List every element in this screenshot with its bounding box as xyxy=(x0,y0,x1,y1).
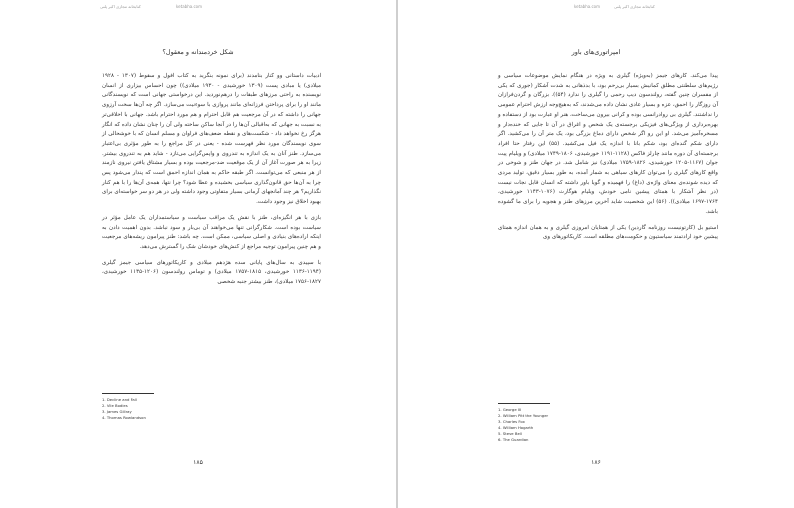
footnote-item: 3. Charles Fox xyxy=(498,419,525,424)
footnote-item: 4. William Hogarth xyxy=(498,425,534,430)
left-footnotes xyxy=(102,397,146,421)
right-footnotes xyxy=(498,407,548,443)
left-page-title: شکل خردمندانه و معقول؟ xyxy=(162,48,234,56)
right-page xyxy=(398,0,794,508)
footnote-item: 6. The Guardian xyxy=(498,437,529,442)
right-page-body xyxy=(498,72,718,249)
left-paragraph-2: بازی با هر انگیزه‌ای، طنز با نقش یک مراقب سیاست و سیاستمداران یک عامل مؤثر در سیاست بوده است. شکارگرانی تنها می‌خواهند آن بی‌بار و سود نباشد. بدون اهمیت دادن به اینکه اراده‌های بنیادی و اصلی سیاسی، ممکن است. چه باشد: طنز پیرامون ریشه‌های مرجعیت و هم چنین پیرامون توجیه مراجع از کنش‌های خودشان شک را گسترش می‌دهد. xyxy=(102,214,321,250)
footnote-item: 1. Decline and Fall xyxy=(102,397,137,402)
right-paragraph-1: پیدا می‌کند. کارهای جیمز (به‌ویژه) گیلری به ویژه در هنگام نمایش موضوعات سیاسی و رژیم‌های سلطنتی مطلق کمانیش بسیار بی‌رحم بود، با بدذهانی به شدت آشکار (جوری که یکی از مفسران چنین گفته، رولندسون دیپ رحمی را گیلری را ندارد (۵۴)). بزرگان و گردن‌فرازان آن روزگار را احمق، عزه و بسیار عادی نشان داده می‌شدند، که به‌هیچ‌وجه ارزش احترام عمومی را نداشتند. گیلری بی روادرانسی بوده و کرانی بیرون می‌ساخت، هنر او عبارت بود از دستفاده و بهره‌برداری از ویژگی‌های فیزیکی برجسته‌ی یک شخص و اغراق در آن تا جایی که خنده‌دار و مسخره‌آمیز می‌شد. او این رو اگر شخص دارای دماغ بزرگی بود، یک متر آن را می‌کشید. اگر دارای شکم گنده‌ای بود، شکم بانا با اندازه یک فیل می‌کشید. (۵۵) این رفتار حتا افراد برجسته‌ای آن دوره مانند چارلز فاکس (۱۱۲۸-۱۱۹۱ خورشیدی، ۱۸۰۶-۱۷۴۹ میلادی) و ویلیام پیت جوان (۱۱۶۷-۱۲۰۵ خورشیدی، ۱۸۲۶-۱۷۵۹ میلادی) نیز شامل شد. در جهان طنز و شوخی در واقع کارهای گیلری را می‌توان کارهای سیاهی به شمار آمده، به طور بسیار دقیق، تولید مردی که دیده شونده‌ی معنای واژه‌ی (داغ) را فهمیده و گویا باور داشته که انسان قابل نجات نیست (در نظر آشکار با همتای پیشین نامی خودش، ویلیام هوگارث (۱۰۷۶-۱۱۴۳ خورشیدی، ۱۷۶۴-۱۶۹۷ میلادی)). (۵۶) این شخصیت شاید آخرین مرزهای طنز و هجویه را برای ما گشوده باشد. xyxy=(498,73,719,215)
right-header-site-name: کتابخانه مجازی اکبر پلنی xyxy=(614,4,655,9)
footnote-item: 2. Vile Bodies xyxy=(102,403,128,408)
left-footnote-rule xyxy=(102,393,154,394)
footnote-item: 4. Thomas Rowlandson xyxy=(102,415,146,420)
left-header-url: ketabha.com xyxy=(176,4,202,9)
left-paragraph-1: ادبیات داستانی وو کنار بنامدند (برای نمونه بنگرید به کتاب افول و سقوط (۱۳۰۷ - ۱۹۲۸ میلادی) یا مبادی پست (۱۳۰۹ خورشیدی - ۱۹۳۰ میلادی)) چون احساس بیزاری از انسان نویسنده به راحتی مرزهای طبقات را درهم‌نوردید. این درخواستی جهانی است که نویسندگانی مانند او را برای پرداختن فرزانه‌ای مانند پروازی با سوءنیت می‌سازد. اگر چه آن‌ها سخت آرزوی جهانی را داشته که در آن مرجعیت هم قابل احترام و هم مورد احترام باشد. جهانی با اخلاقی‌تر به نسبت به جهانی که به‌اقبالی آن‌ها را در آنجا ساکن ساخته ولی آن را چنان نشان داده که انگار هرگز رخ نخواهد داد - شکست‌های و نقطه ضعف‌های فراوان و مسلم انسان که با خوشحالی از سوی نویسندگان مورد نظر فهرست شده - یعنی در کل مراجع را به طور مؤثری بی‌اعتبار می‌سازد. طنز آنان به یک اندازه به تندروی و واپس‌گرایی می‌تازد - شاید هم به تندروی بیشتر. زیرا به هر صورت آغاز آن از یک موقعیت ضد-مرجعیت بوده و بسیار مشتاق یافتن نیروی نازمند از هر منبعی که می‌توانست. اگر طبقه حاکم به همان اندازه احمق است که پندار می‌شود پس چرا به آن‌ها حق قانون‌گذاری سیاسی بخشیده و عطا شود؟ چرا نتها، همه‌ی آن‌ها را با هم کنار نگذاریم؟ هر چند آمانجهای آرمانی بسیار متفاوتی وجود داشته ولی در هر دو سر خواسته‌ای برای بهبود اخلاق نیز وجود داشت. xyxy=(102,73,321,206)
right-paragraph-2: استیو بل (کارتونیست روزنامه گاردین) یکی از همتایان امروزی گیلری و به همان اندازه همتای پیشین خود ارادتمند سیاستیون و حکومت‌های مطلقه است. کاریکاتورهای وی xyxy=(498,224,718,241)
right-page-number: ۱۸۶ xyxy=(591,459,601,466)
left-page-number: ۱۸۵ xyxy=(193,459,203,466)
left-paragraph-3: با سپیدی به سال‌های پایانی سده هژدهم میلادی و کاریکاتورهای سیاسی جیمز گیلری (۱۱۹۴-۱۱۳۶ خورشیدی، ۱۸۱۵-۱۷۵۷ میلادی) و توماس رولندسون (۱۲۰۶-۱۱۳۵ خورشیدی، ۱۸۲۷-۱۷۵۶ میلادی)، طنز بیشتر جنبه شخصی xyxy=(102,259,321,286)
footnote-item: 5. Steve Bell xyxy=(498,431,522,436)
right-footnote-rule xyxy=(498,403,550,404)
left-page-body xyxy=(102,72,321,294)
left-page xyxy=(0,0,396,508)
left-header-site-name: کتابخانه مجازی اکبر پلنی xyxy=(100,4,141,9)
right-header-url: ketabha.com xyxy=(574,4,600,9)
footnote-item: 1. George III xyxy=(498,407,522,412)
footnote-item: 3. James Gillray xyxy=(102,409,132,414)
right-page-title: امپراتوری‌های باور xyxy=(571,48,621,56)
footnote-item: 2. William Pitt the Younger xyxy=(498,413,549,418)
